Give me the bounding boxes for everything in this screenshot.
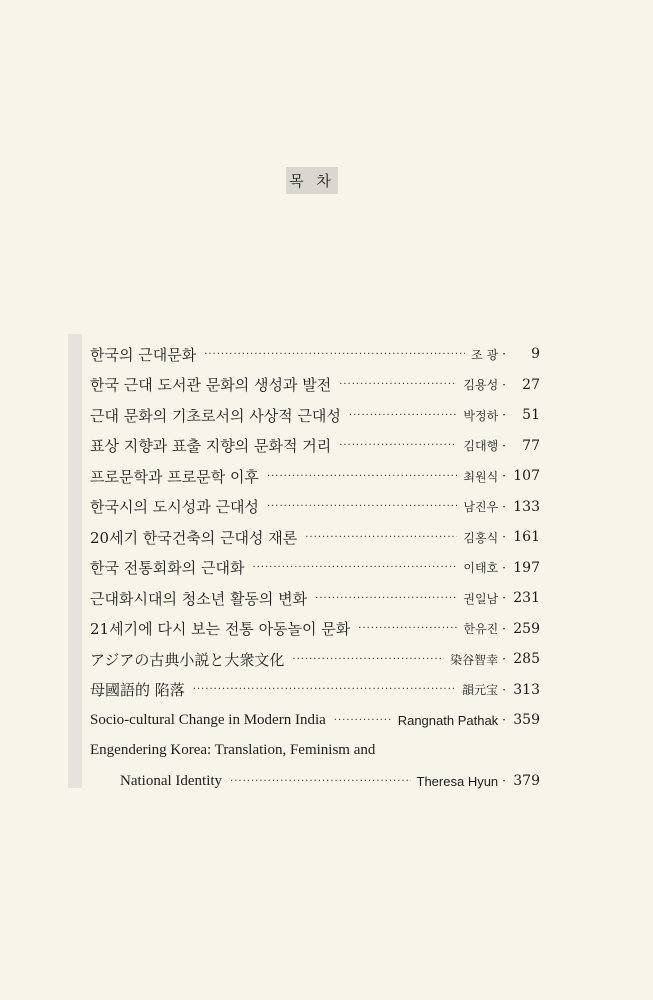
entry-author: 韻元宝 bbox=[462, 683, 499, 698]
entry-title: Engendering Korea: Translation, Feminism and bbox=[90, 742, 376, 759]
dot-leader bbox=[358, 623, 457, 634]
page-title: 목 차 bbox=[286, 167, 338, 194]
entry-page: 359 bbox=[513, 712, 540, 729]
entry-author: 한유진 bbox=[463, 622, 499, 637]
dot-leader bbox=[339, 379, 457, 390]
toc-entry[interactable] bbox=[90, 461, 540, 492]
entry-page: 285 bbox=[513, 651, 540, 668]
entry-author: 김대행 bbox=[463, 439, 499, 454]
entry-title: 한국 근대 도서관 문화의 생성과 발전 bbox=[90, 376, 332, 395]
entry-page: 107 bbox=[513, 468, 540, 485]
dot-leader bbox=[334, 715, 392, 726]
toc-entry[interactable] bbox=[90, 339, 540, 370]
dot-leader bbox=[292, 654, 444, 665]
entry-title: 한국 전통회화의 근대화 bbox=[90, 559, 245, 578]
dot-leader bbox=[193, 684, 456, 695]
entry-title: 근대화시대의 청소년 활동의 변화 bbox=[90, 589, 308, 608]
dot-leader bbox=[349, 410, 457, 421]
side-shading bbox=[68, 334, 82, 788]
toc-entry[interactable] bbox=[90, 614, 540, 645]
dot-leader bbox=[267, 471, 457, 482]
entry-title: 한국의 근대문화 bbox=[90, 345, 197, 364]
entry-separator: · bbox=[502, 438, 506, 453]
entry-separator: · bbox=[502, 499, 506, 514]
entry-separator: · bbox=[502, 774, 506, 789]
entry-separator: · bbox=[502, 652, 506, 667]
dot-leader bbox=[339, 440, 457, 451]
entry-author: Theresa Hyun bbox=[416, 773, 499, 789]
toc-entry[interactable] bbox=[90, 370, 540, 401]
entry-separator: · bbox=[502, 591, 506, 606]
entry-separator: · bbox=[502, 621, 506, 636]
dot-leader bbox=[267, 501, 457, 512]
entry-title: アジアの古典小説と大衆文化 bbox=[90, 650, 285, 669]
table-of-contents bbox=[90, 339, 540, 797]
entry-author: 남진우 bbox=[463, 500, 499, 515]
toc-entry[interactable] bbox=[90, 675, 540, 706]
toc-entry[interactable] bbox=[90, 553, 540, 584]
entry-page: 259 bbox=[513, 620, 540, 637]
entry-page: 77 bbox=[522, 437, 540, 454]
toc-entry[interactable] bbox=[90, 583, 540, 614]
entry-author: Rangnath Pathak bbox=[397, 712, 499, 728]
entry-separator: · bbox=[502, 347, 506, 362]
entry-title: 母國語的 陷落 bbox=[90, 681, 185, 700]
entry-title: 20세기 한국건축의 근대성 재론 bbox=[90, 528, 298, 547]
entry-page: 9 bbox=[531, 346, 540, 363]
dot-leader bbox=[305, 532, 457, 543]
entry-title: Socio-cultural Change in Modern India bbox=[90, 711, 326, 728]
entry-page: 27 bbox=[522, 376, 540, 393]
dot-leader bbox=[230, 776, 410, 787]
entry-page: 313 bbox=[513, 681, 540, 698]
dot-leader bbox=[252, 562, 457, 573]
entry-author: 권일남 bbox=[463, 591, 499, 606]
dot-leader bbox=[204, 349, 465, 360]
entry-separator: · bbox=[502, 530, 506, 545]
toc-entry[interactable] bbox=[90, 400, 540, 431]
entry-title: 표상 지향과 표출 지향의 문화적 거리 bbox=[90, 437, 332, 456]
entry-title: 근대 문화의 기초로서의 사상적 근대성 bbox=[90, 406, 341, 425]
toc-entry[interactable] bbox=[90, 431, 540, 462]
entry-author: 박정하 bbox=[463, 408, 499, 423]
dot-leader bbox=[315, 593, 457, 604]
entry-separator: · bbox=[502, 408, 506, 423]
toc-entry[interactable] bbox=[90, 736, 540, 767]
entry-page: 379 bbox=[513, 773, 540, 790]
entry-author: 최원식 bbox=[463, 469, 499, 484]
entry-author: 이태호 bbox=[463, 561, 499, 576]
entry-separator: · bbox=[502, 469, 506, 484]
entry-separator: · bbox=[502, 377, 506, 392]
entry-separator: · bbox=[502, 713, 506, 728]
toc-entry[interactable] bbox=[90, 705, 540, 736]
entry-page: 231 bbox=[513, 590, 540, 607]
entry-page: 133 bbox=[513, 498, 540, 515]
toc-entry[interactable] bbox=[90, 644, 540, 675]
toc-entry[interactable] bbox=[90, 766, 540, 797]
entry-title: National Identity bbox=[120, 772, 223, 789]
toc-entry[interactable] bbox=[90, 522, 540, 553]
entry-title: 한국시의 도시성과 근대성 bbox=[90, 498, 259, 517]
entry-title: 21세기에 다시 보는 전통 아동놀이 문화 bbox=[90, 620, 351, 639]
toc-entry[interactable] bbox=[90, 492, 540, 523]
entry-page: 51 bbox=[522, 407, 540, 424]
entry-page: 197 bbox=[513, 559, 540, 576]
entry-separator: · bbox=[502, 560, 506, 575]
entry-separator: · bbox=[502, 682, 506, 697]
entry-author: 조 광 bbox=[471, 347, 499, 362]
entry-author: 김용성 bbox=[463, 378, 499, 393]
entry-author: 김홍식 bbox=[463, 530, 499, 545]
entry-page: 161 bbox=[513, 529, 540, 546]
entry-title: 프로문학과 프로문학 이후 bbox=[90, 467, 259, 486]
entry-author: 染谷智幸 bbox=[450, 652, 499, 667]
